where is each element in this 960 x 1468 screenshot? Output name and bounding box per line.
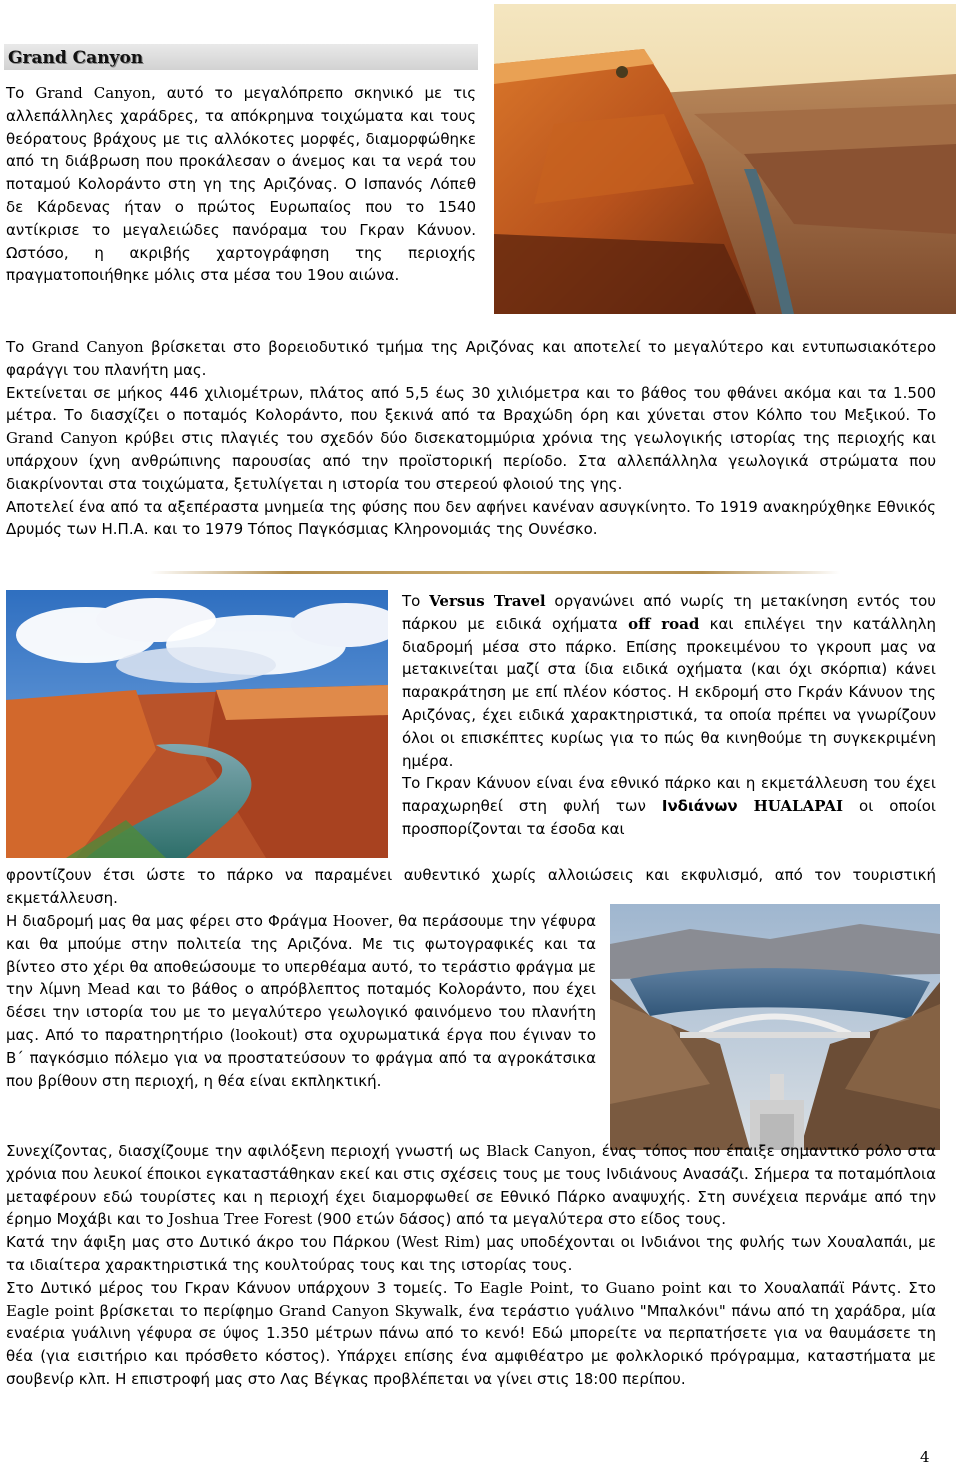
versus-paragraph-2-continued: φροντίζουν έτσι ώστε το πάρκο να παραμένει αυθεντικό χωρίς αλλοιώσεις και εκφυλισμό, από τον τουριστική εκμετάλλευση. [6,866,936,907]
hoover-text [6,910,596,1092]
intro-paragraph-2: Το Grand Canyon βρίσκεται στο βορειοδυτικό τμήμα της Αριζόνας και αποτελεί το μεγαλύτερο και εντυπωσιακότερο φαράγγι του πλανήτη μας. [6,338,937,379]
title-bar [4,44,478,70]
intro-paragraph-4: Αποτελεί ένα από τα αξεπέραστα μνημεία της φύσης που δεν αφήνει κανέναν ασυγκίνητο. Το 1919 ανακηρύχθηκε Εθνικός Δρυμός των Η.Π.Α. και το 1979 Τόπος Παγκόσμιας Κληρονομιάς της Ουνέσκο. [6,497,936,539]
versus-text [402,590,936,841]
intro-paragraph-1: Το Grand Canyon, αυτό το μεγαλόπρεπο σκηνικό με τις αλλεπάλληλες χαράδρες, τα απόκρημνα τοιχώματα και τους θεόρατους βράχους με τις αλλόκοτες μορφές, διαμορφώθηκε από τη διάβρωση που προκάλεσαν ο άνεμος και τα νερά του ποταμού Κολοράντο στη γη της Αριζόνας. Ο Ισπανός Λόπεθ δε Κάρδενας ήταν ο πρώτος Ευρωπαίος που το 1540 αντίκρισε το μεγαλειώδες πανόραμα του Γκραν Κάνυον. Ωστόσο, η ακριβής χαρτογράφηση της περιοχής πραγματοποιήθηκε μόλις στα μέσα του 19ου αιώνα. [6,84,477,285]
river-canyon-photo [6,590,388,858]
canyon-sunset-image [494,4,956,314]
final-paragraph-2: Κατά την άφιξη μας στο Δυτικό άκρο του Πάρκου (West Rim) μας υποδέχονται οι Ινδιάνοι της φυλής των Χουαλαπάι, με τα ιδιαίτερα χαρακτηριστικά της κουλτούρας τους και της ιστορίας τους. [6,1233,936,1274]
page-title: Grand Canyon [8,48,144,68]
final-paragraph-1: Συνεχίζοντας, διασχίζουμε την αφιλόξενη περιοχή γνωστή ως Black Canyon, ένας τόπος που έπαιξε σημαντικό ρόλο στα χρόνια που λευκοί έποικοι εγκαταστάθηκαν εκεί και στις σχέσεις τους με τους Ινδιάνους Ανασάζι. Σήμερα τα ποταμόπλοια μεταφέρουν εδώ τουρίστες και η περιοχή έχει διαμορφωθεί σε Εθνικό Πάρκο αναψυχής. Στη συνέχεια περνάμε από την έρημο Μοχάβι και το Joshua Tree Forest (900 ετών δάσος) από τα μεγαλύτερα στο είδος τους. [6,1142,936,1229]
final-text [6,1140,936,1391]
section-divider [150,571,840,574]
river-canyon-image [6,590,388,858]
hoover-dam-photo [610,904,940,1150]
canyon-sunset-photo [494,4,956,314]
hoover-paragraph: Η διαδρομή μας θα μας φέρει στο Φράγμα Hoover, θα περάσουμε την γέφυρα και θα μπούμε στην πολιτεία της Αριζόνα. Με τις φωτογραφικές και τα βίντεο στο χέρι θα αποθεώσουμε το υπερθέαμα αυτό, το τεράστιο φράγμα με την λίμνη Mead και το βάθος ο απρόβλεπτος ποταμός Κολοράντο, που έχει δέσει την ιστορία του με το μεγαλύτερο γεωλογικό φαινόμενο του πλανήτη μας. Από το παρατηρητήριο (lookout) στα οχυρωματικά έργα που έγιναν το Β΄ παγκόσμιο πόλεμο για να προστατεύσουν το φράγμα από τα αγροκάτσικα που βρίθουν στη περιοχή, η θέα είναι εκπληκτική. [6,912,596,1090]
versus-text-cont [6,864,936,910]
final-paragraph-3: Στο Δυτικό μέρος του Γκραν Κάνυον υπάρχουν 3 τομείς. Το Eagle Point, το Guano point και το Χουαλαπάϊ Ράντς. Στο Eagle point βρίσκεται το περίφημο Grand Canyon Skywalk, ένα τεράστιο γυάλινο "Μπαλκόνι" πάνω από τη χαράδρα, μία εναέρια γυάλινη γέφυρα σε ύψος 1.350 μέτρων πάνω από το κενό! Εδώ μπορείτε να περπατήσετε για να θαυμάσετε τη θέα (για εισιτήριο και πρόσθετο κόστος). Υπάρχει επίσης ένα αμφιθέατρο με φολκλορικό πρόγραμμα, καταστήματα με σουβενίρ κλπ. Η επιστροφή μας στο Λας Βέγκας προβλέπεται να γίνει στις 18:00 περίπου. [6,1278,936,1388]
intro-text [6,82,476,287]
versus-paragraph-1: Το Versus Travel οργανώνει από νωρίς τη μετακίνηση εντός του πάρκου με ειδικά οχήματα off road και επιλέγει την κατάλληλη διαδρομή μέσα στο πάρκο. Επίσης προκειμένου το γκρουπ μας να μετακινείται μαζί στα ίδια ειδικά οχήματα (και όχι σκόρπια) κάνει παρακράτηση με επί πλέον κόστος. Η εκδρομή στο Γκράν Κάνυον της Αριζόνας, έχει ειδικά χαρακτηριστικά, τα οποία πρέπει να γνωρίζουν όλοι οι επισκέπτες κυρίως για το πώς θα κινηθούμε τη συγκεκριμένη ημέρα. [402,592,937,770]
intro-text-full [6,336,936,541]
page-number: 4 [920,1448,930,1466]
intro-paragraph-3: Εκτείνεται σε μήκος 446 χιλιομέτρων, πλάτος από 5,5 έως 30 χιλιόμετρα και το βάθος του φθάνει ακόμα και τα 1.500 μέτρα. Το διασχίζει ο ποταμός Κολοράντο, που ξεκινά από τα Βραχώδη όρη και χύνεται στον Κόλπο του Μεξικού. Το Grand Canyon κρύβει στις πλαγιές του σχεδόν δύο δισεκατομμύρια χρόνια της γεωλογικής ιστορίας της περιοχής και υπάρχουν ίχνη ανθρώπινης παρουσίας από την προϊστορική περίοδο. Στα αλλεπάλληλα γεωλογικά στρώματα που διακρίνονται στα τοιχώματα, ξετυλίγεται η ιστορία του στερεού φλοιού της γης. [6,383,937,493]
hoover-dam-image [610,904,940,1150]
versus-paragraph-2: Το Γκραν Κάνυον είναι ένα εθνικό πάρκο και η εκμετάλλευση του έχει παραχωρηθεί στη φυλή των Ινδιάνων HUALAPAI οι οποίοι προσπορίζονται τα έσοδα και [402,774,936,838]
